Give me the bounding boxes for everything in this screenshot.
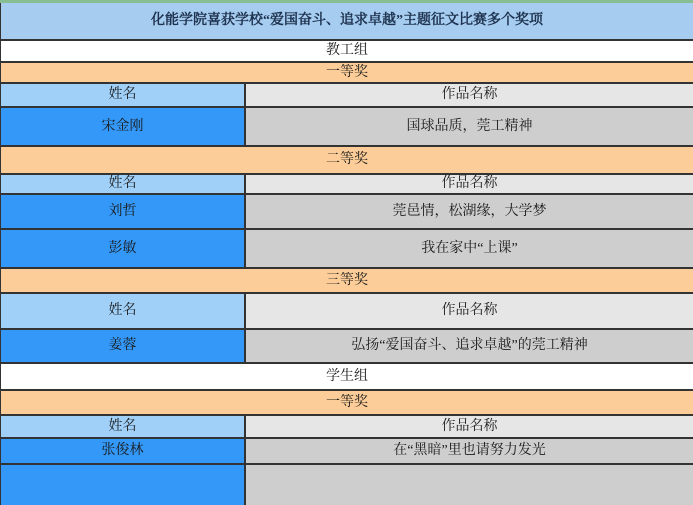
winner-name-cell: 张俊林 xyxy=(1,439,246,463)
winner-name-cell: 姜蓉 xyxy=(1,330,246,362)
work-title-cell: 莞邑情，松湖缘，大学梦 xyxy=(246,195,693,228)
group-row xyxy=(1,364,693,391)
entry-row xyxy=(1,439,693,465)
work-column-header: 作品名称 xyxy=(246,294,693,328)
cutoff-work-cell xyxy=(246,465,693,505)
winner-name-cell: 彭敏 xyxy=(1,230,246,267)
work-column-header: 作品名称 xyxy=(246,416,693,437)
name-column-header: 姓名 xyxy=(1,84,246,106)
entry-row xyxy=(1,195,693,230)
work-title-cell: 我在家中“上课” xyxy=(246,230,693,267)
cutoff-name-cell xyxy=(1,465,246,505)
prize-tier-label: 二等奖 xyxy=(1,147,693,173)
header-row xyxy=(1,294,693,330)
header-row xyxy=(1,416,693,439)
work-title-cell: 在“黑暗”里也请努力发光 xyxy=(246,439,693,463)
name-column-header: 姓名 xyxy=(1,416,246,437)
group-label: 学生组 xyxy=(1,364,693,389)
header-row xyxy=(1,84,693,108)
prize-tier-label: 一等奖 xyxy=(1,391,693,414)
header-row xyxy=(1,175,693,195)
winner-name-cell: 刘哲 xyxy=(1,195,246,228)
awards-table xyxy=(0,3,693,505)
prize-row xyxy=(1,147,693,175)
winner-name-cell: 宋金刚 xyxy=(1,108,246,145)
prize-row xyxy=(1,391,693,416)
title-row xyxy=(1,3,693,41)
prize-tier-label: 三等奖 xyxy=(1,269,693,292)
prize-tier-label: 一等奖 xyxy=(1,63,693,82)
entry-row xyxy=(1,230,693,269)
prize-row xyxy=(1,269,693,294)
work-title-cell: 弘扬“爱国奋斗、追求卓越”的莞工精神 xyxy=(246,330,693,362)
prize-row xyxy=(1,63,693,84)
table-title: 化能学院喜获学校“爱国奋斗、追求卓越”主题征文比赛多个奖项 xyxy=(1,3,693,39)
name-column-header: 姓名 xyxy=(1,294,246,328)
work-title-cell: 国球品质，莞工精神 xyxy=(246,108,693,145)
entry-row xyxy=(1,108,693,147)
work-column-header: 作品名称 xyxy=(246,84,693,106)
group-row xyxy=(1,41,693,63)
work-column-header: 作品名称 xyxy=(246,175,693,193)
stub-row xyxy=(1,465,693,505)
group-label: 教工组 xyxy=(1,41,693,61)
name-column-header: 姓名 xyxy=(1,175,246,193)
entry-row xyxy=(1,330,693,364)
